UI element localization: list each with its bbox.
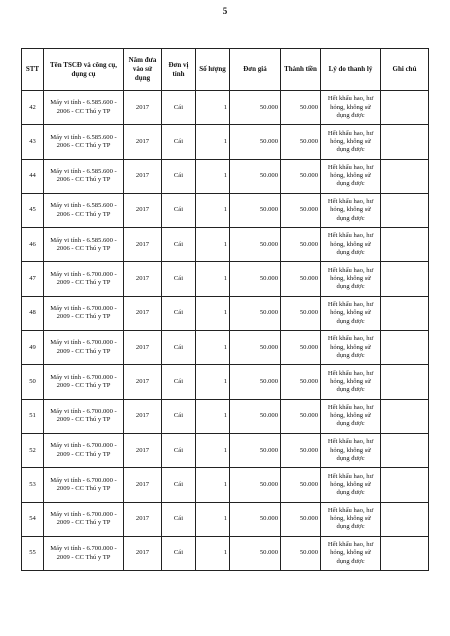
cell-stt: 48 xyxy=(22,296,44,330)
cell-total: 50.000 xyxy=(281,502,321,536)
cell-stt: 53 xyxy=(22,468,44,502)
cell-quantity: 1 xyxy=(196,296,230,330)
cell-unit: Cái xyxy=(162,228,196,262)
page-number: 5 xyxy=(222,6,228,16)
cell-unit: Cái xyxy=(162,331,196,365)
cell-unit: Cái xyxy=(162,159,196,193)
cell-unit: Cái xyxy=(162,399,196,433)
cell-unit-price: 50.000 xyxy=(230,468,281,502)
cell-quantity: 1 xyxy=(196,228,230,262)
cell-quantity: 1 xyxy=(196,91,230,125)
cell-stt: 44 xyxy=(22,159,44,193)
cell-unit-price: 50.000 xyxy=(230,262,281,296)
cell-unit-price: 50.000 xyxy=(230,159,281,193)
cell-quantity: 1 xyxy=(196,433,230,467)
cell-unit-price: 50.000 xyxy=(230,296,281,330)
cell-asset-name: Máy vi tính - 6.700.000 - 2009 - CC Thú y TP xyxy=(44,331,124,365)
header-reason: Lý do thanh lý xyxy=(321,49,381,91)
cell-total: 50.000 xyxy=(281,365,321,399)
cell-note xyxy=(381,468,429,502)
cell-quantity: 1 xyxy=(196,193,230,227)
header-unit: Đơn vị tính xyxy=(162,49,196,91)
cell-unit-price: 50.000 xyxy=(230,399,281,433)
cell-year: 2017 xyxy=(124,228,162,262)
cell-disposal-reason: Hết khấu hao, hư hỏng, không sử dụng được xyxy=(321,262,381,296)
cell-quantity: 1 xyxy=(196,399,230,433)
table-row xyxy=(22,159,429,193)
cell-disposal-reason: Hết khấu hao, hư hỏng, không sử dụng được xyxy=(321,228,381,262)
table-row xyxy=(22,193,429,227)
cell-unit-price: 50.000 xyxy=(230,193,281,227)
cell-asset-name: Máy vi tính - 6.585.600 - 2006 - CC Thú y TP xyxy=(44,91,124,125)
cell-quantity: 1 xyxy=(196,331,230,365)
cell-year: 2017 xyxy=(124,193,162,227)
cell-total: 50.000 xyxy=(281,433,321,467)
cell-stt: 43 xyxy=(22,125,44,159)
cell-note xyxy=(381,228,429,262)
cell-unit: Cái xyxy=(162,193,196,227)
cell-disposal-reason: Hết khấu hao, hư hỏng, không sử dụng được xyxy=(321,433,381,467)
table-row xyxy=(22,502,429,536)
cell-total: 50.000 xyxy=(281,296,321,330)
cell-stt: 55 xyxy=(22,536,44,570)
cell-total: 50.000 xyxy=(281,536,321,570)
cell-note xyxy=(381,502,429,536)
cell-quantity: 1 xyxy=(196,468,230,502)
table-row xyxy=(22,399,429,433)
cell-disposal-reason: Hết khấu hao, hư hỏng, không sử dụng được xyxy=(321,193,381,227)
table-row xyxy=(22,365,429,399)
cell-stt: 42 xyxy=(22,91,44,125)
cell-unit: Cái xyxy=(162,365,196,399)
cell-note xyxy=(381,399,429,433)
cell-disposal-reason: Hết khấu hao, hư hỏng, không sử dụng được xyxy=(321,536,381,570)
cell-asset-name: Máy vi tính - 6.700.000 - 2009 - CC Thú y TP xyxy=(44,399,124,433)
cell-stt: 52 xyxy=(22,433,44,467)
table-row xyxy=(22,91,429,125)
table-row xyxy=(22,433,429,467)
cell-note xyxy=(381,331,429,365)
cell-asset-name: Máy vi tính - 6.700.000 - 2009 - CC Thú y TP xyxy=(44,262,124,296)
cell-year: 2017 xyxy=(124,125,162,159)
header-note: Ghi chú xyxy=(381,49,429,91)
cell-unit-price: 50.000 xyxy=(230,433,281,467)
cell-year: 2017 xyxy=(124,296,162,330)
cell-year: 2017 xyxy=(124,159,162,193)
cell-asset-name: Máy vi tính - 6.700.000 - 2009 - CC Thú y TP xyxy=(44,365,124,399)
cell-unit: Cái xyxy=(162,262,196,296)
cell-quantity: 1 xyxy=(196,125,230,159)
header-total: Thành tiền xyxy=(281,49,321,91)
cell-unit-price: 50.000 xyxy=(230,228,281,262)
cell-asset-name: Máy vi tính - 6.700.000 - 2009 - CC Thú y TP xyxy=(44,536,124,570)
cell-quantity: 1 xyxy=(196,502,230,536)
table-row xyxy=(22,125,429,159)
cell-note xyxy=(381,159,429,193)
cell-note xyxy=(381,193,429,227)
cell-unit: Cái xyxy=(162,91,196,125)
cell-unit: Cái xyxy=(162,125,196,159)
cell-total: 50.000 xyxy=(281,468,321,502)
cell-disposal-reason: Hết khấu hao, hư hỏng, không sử dụng được xyxy=(321,399,381,433)
header-qty: Số lượng xyxy=(196,49,230,91)
cell-asset-name: Máy vi tính - 6.700.000 - 2009 - CC Thú y TP xyxy=(44,468,124,502)
cell-asset-name: Máy vi tính - 6.585.600 - 2006 - CC Thú y TP xyxy=(44,193,124,227)
cell-year: 2017 xyxy=(124,331,162,365)
cell-total: 50.000 xyxy=(281,193,321,227)
cell-total: 50.000 xyxy=(281,159,321,193)
cell-stt: 50 xyxy=(22,365,44,399)
cell-stt: 49 xyxy=(22,331,44,365)
header-name: Tên TSCĐ và công cụ, dụng cụ xyxy=(44,49,124,91)
cell-asset-name: Máy vi tính - 6.585.600 - 2006 - CC Thú y TP xyxy=(44,228,124,262)
cell-year: 2017 xyxy=(124,536,162,570)
cell-total: 50.000 xyxy=(281,125,321,159)
cell-unit: Cái xyxy=(162,502,196,536)
cell-disposal-reason: Hết khấu hao, hư hỏng, không sử dụng được xyxy=(321,468,381,502)
table-header xyxy=(22,49,429,91)
cell-disposal-reason: Hết khấu hao, hư hỏng, không sử dụng được xyxy=(321,91,381,125)
cell-asset-name: Máy vi tính - 6.585.600 - 2006 - CC Thú y TP xyxy=(44,125,124,159)
table-row xyxy=(22,536,429,570)
cell-unit-price: 50.000 xyxy=(230,331,281,365)
cell-asset-name: Máy vi tính - 6.700.000 - 2009 - CC Thú y TP xyxy=(44,502,124,536)
cell-stt: 51 xyxy=(22,399,44,433)
cell-disposal-reason: Hết khấu hao, hư hỏng, không sử dụng được xyxy=(321,159,381,193)
cell-quantity: 1 xyxy=(196,365,230,399)
cell-unit-price: 50.000 xyxy=(230,91,281,125)
cell-year: 2017 xyxy=(124,399,162,433)
cell-disposal-reason: Hết khấu hao, hư hỏng, không sử dụng được xyxy=(321,502,381,536)
cell-unit: Cái xyxy=(162,433,196,467)
cell-total: 50.000 xyxy=(281,399,321,433)
header-row xyxy=(22,49,429,91)
cell-quantity: 1 xyxy=(196,159,230,193)
table-row xyxy=(22,468,429,502)
cell-note xyxy=(381,91,429,125)
header-year: Năm đưa vào sử dụng xyxy=(124,49,162,91)
cell-total: 50.000 xyxy=(281,91,321,125)
cell-total: 50.000 xyxy=(281,228,321,262)
cell-year: 2017 xyxy=(124,91,162,125)
cell-note xyxy=(381,536,429,570)
cell-disposal-reason: Hết khấu hao, hư hỏng, không sử dụng được xyxy=(321,365,381,399)
cell-year: 2017 xyxy=(124,262,162,296)
table-body xyxy=(22,91,429,571)
cell-total: 50.000 xyxy=(281,331,321,365)
header-price: Đơn giá xyxy=(230,49,281,91)
cell-year: 2017 xyxy=(124,468,162,502)
cell-year: 2017 xyxy=(124,365,162,399)
table-row xyxy=(22,331,429,365)
table-row xyxy=(22,296,429,330)
asset-disposal-table xyxy=(21,48,429,571)
cell-note xyxy=(381,365,429,399)
cell-unit-price: 50.000 xyxy=(230,536,281,570)
cell-asset-name: Máy vi tính - 6.700.000 - 2009 - CC Thú y TP xyxy=(44,433,124,467)
cell-stt: 47 xyxy=(22,262,44,296)
cell-disposal-reason: Hết khấu hao, hư hỏng, không sử dụng được xyxy=(321,125,381,159)
cell-unit: Cái xyxy=(162,296,196,330)
cell-unit: Cái xyxy=(162,468,196,502)
cell-disposal-reason: Hết khấu hao, hư hỏng, không sử dụng được xyxy=(321,331,381,365)
cell-note xyxy=(381,262,429,296)
header-stt: STT xyxy=(22,49,44,91)
cell-note xyxy=(381,125,429,159)
cell-note xyxy=(381,433,429,467)
cell-disposal-reason: Hết khấu hao, hư hỏng, không sử dụng được xyxy=(321,296,381,330)
cell-asset-name: Máy vi tính - 6.700.000 - 2009 - CC Thú y TP xyxy=(44,296,124,330)
cell-asset-name: Máy vi tính - 6.585.600 - 2006 - CC Thú y TP xyxy=(44,159,124,193)
cell-stt: 46 xyxy=(22,228,44,262)
cell-unit-price: 50.000 xyxy=(230,365,281,399)
cell-year: 2017 xyxy=(124,502,162,536)
cell-note xyxy=(381,296,429,330)
cell-year: 2017 xyxy=(124,433,162,467)
table-row xyxy=(22,262,429,296)
cell-unit: Cái xyxy=(162,536,196,570)
cell-stt: 45 xyxy=(22,193,44,227)
cell-unit-price: 50.000 xyxy=(230,125,281,159)
cell-stt: 54 xyxy=(22,502,44,536)
table-row xyxy=(22,228,429,262)
cell-total: 50.000 xyxy=(281,262,321,296)
cell-quantity: 1 xyxy=(196,536,230,570)
cell-quantity: 1 xyxy=(196,262,230,296)
cell-unit-price: 50.000 xyxy=(230,502,281,536)
